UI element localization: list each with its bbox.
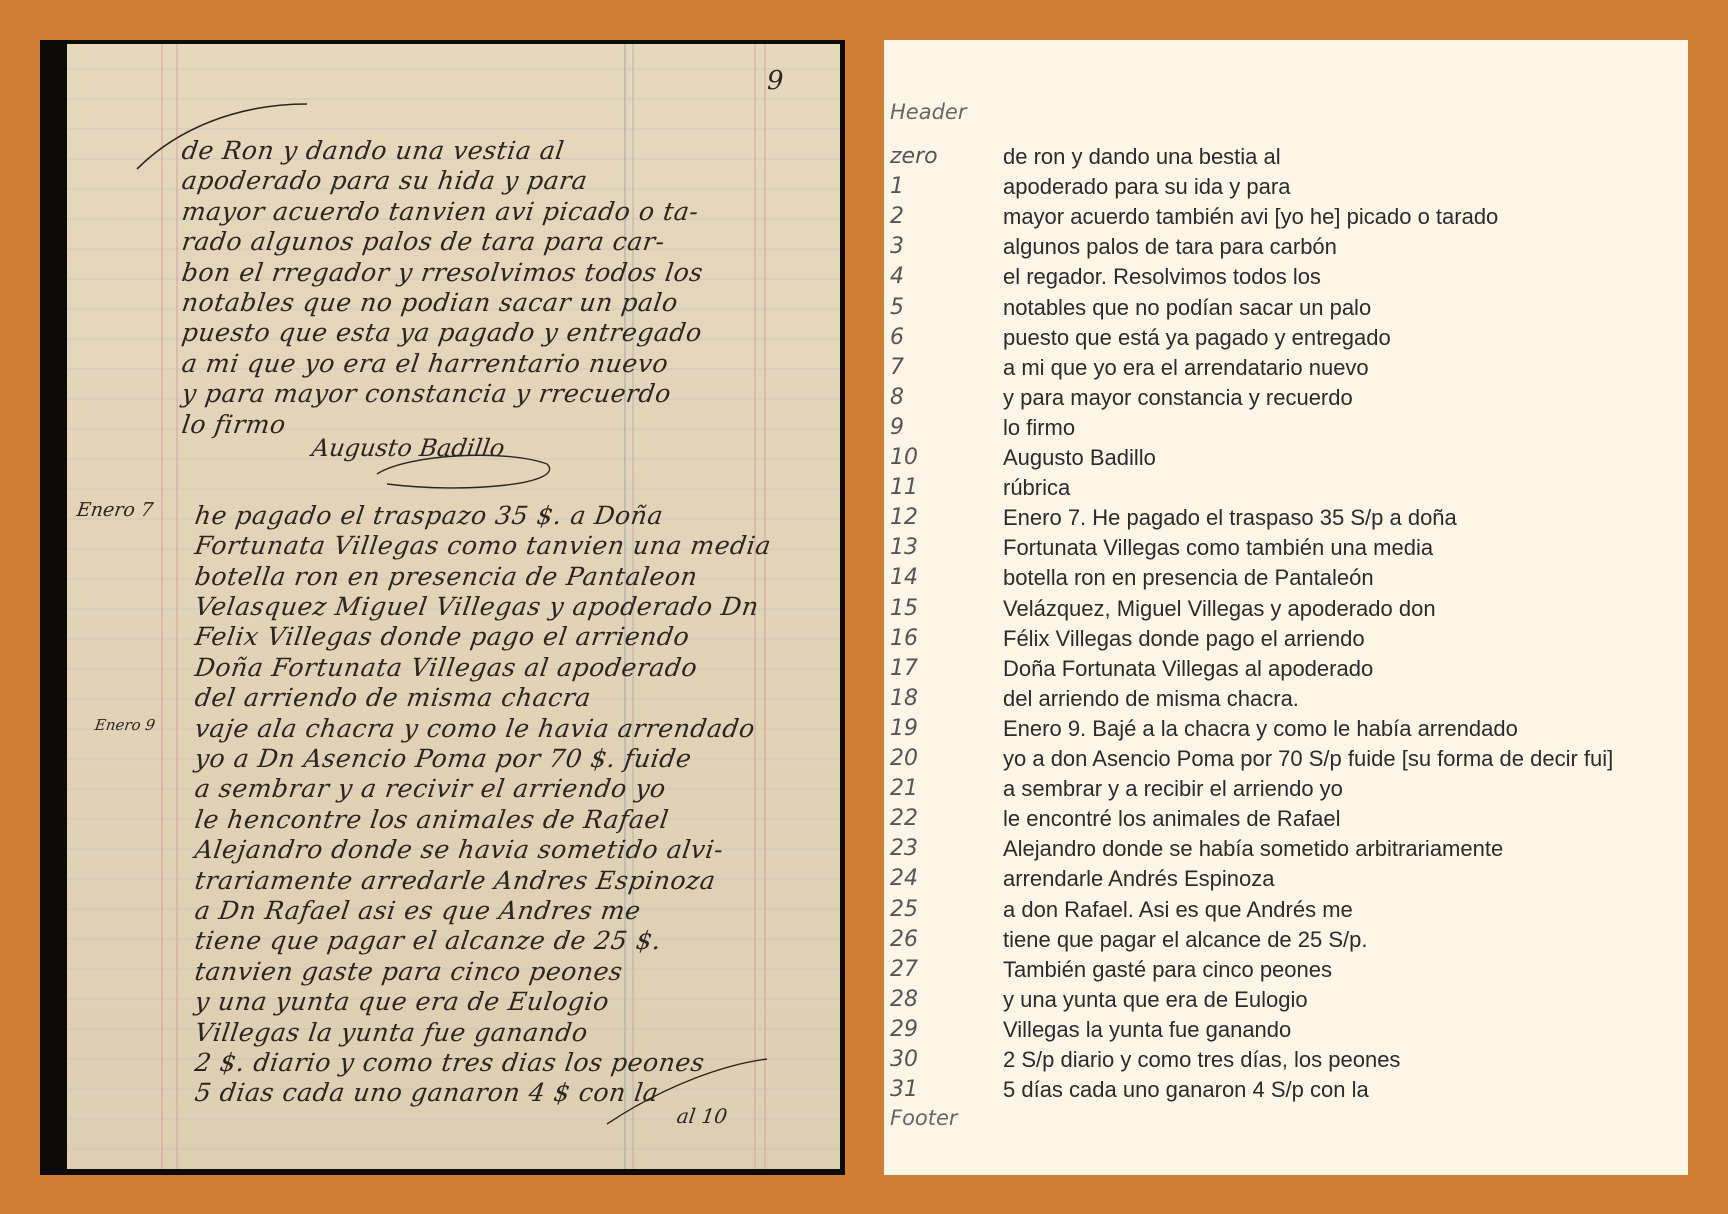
line-number: 5 bbox=[890, 294, 904, 320]
manuscript-page bbox=[67, 44, 840, 1169]
line-text: Alejandro donde se había sometido arbitrariamente bbox=[1003, 836, 1504, 862]
transcription-line bbox=[884, 445, 1688, 475]
manuscript-line: Doña Fortunata Villegas al apoderado bbox=[193, 652, 700, 682]
line-text: de ron y dando una bestia al bbox=[1003, 144, 1281, 169]
line-number: 26 bbox=[890, 926, 918, 952]
transcription-line bbox=[884, 264, 1688, 294]
transcription-line bbox=[884, 806, 1688, 836]
line-text: Augusto Badillo bbox=[1003, 445, 1156, 470]
transcription-line bbox=[884, 505, 1688, 535]
manuscript-line: trariamente arredarle Andres Espinoza bbox=[193, 865, 718, 895]
manuscript-line: tiene que pagar el alcanze de 25 $. bbox=[193, 926, 664, 956]
transcription-line bbox=[884, 957, 1688, 987]
transcription-line bbox=[884, 475, 1688, 505]
transcription-line bbox=[884, 1047, 1688, 1077]
manuscript-bottom-note: al 10 bbox=[675, 1104, 729, 1128]
transcription-line bbox=[884, 565, 1688, 595]
manuscript-page-number: 9 bbox=[767, 66, 784, 96]
manuscript-line: del arriendo de misma chacra bbox=[193, 683, 594, 713]
line-number: 18 bbox=[890, 685, 918, 711]
line-text: apoderado para su ida y para bbox=[1003, 174, 1291, 200]
line-text: el regador. Resolvimos todos los bbox=[1003, 264, 1321, 290]
line-text: del arriendo de misma chacra. bbox=[1003, 685, 1299, 711]
line-text: mayor acuerdo también avi [yo he] picado o tarado bbox=[1003, 204, 1499, 230]
manuscript-line: 2 $. diario y como tres dias los peones bbox=[193, 1048, 707, 1077]
line-number: 13 bbox=[890, 535, 918, 561]
line-text: Fortunata Villegas como también una media bbox=[1003, 535, 1434, 561]
line-text: lo firmo bbox=[1003, 414, 1076, 440]
transcription-line bbox=[884, 716, 1688, 746]
line-number: 4 bbox=[890, 264, 904, 290]
line-number: 25 bbox=[890, 896, 918, 922]
line-number: 20 bbox=[890, 746, 918, 771]
line-text: notables que no podían sacar un palo bbox=[1003, 294, 1372, 320]
line-text: Enero 7. He pagado el traspaso 35 S/p a doña bbox=[1003, 505, 1457, 531]
margin-note-enero-7: Enero 7 bbox=[75, 499, 155, 521]
line-number: 12 bbox=[890, 505, 918, 531]
manuscript-line: a sembrar y a recivir el arriendo yo bbox=[193, 774, 668, 804]
margin-note-enero-9: Enero 9 bbox=[93, 716, 157, 734]
manuscript-line: 5 dias cada uno ganaron 4 $ con la bbox=[193, 1078, 661, 1108]
transcription-line bbox=[884, 596, 1688, 626]
transcription-line bbox=[884, 686, 1688, 716]
line-number: 10 bbox=[890, 445, 918, 470]
transcription-line bbox=[884, 987, 1688, 1017]
transcription-line bbox=[884, 1077, 1688, 1107]
line-number: zero bbox=[890, 144, 938, 169]
transcription-line bbox=[884, 144, 1688, 174]
transcription-line bbox=[884, 836, 1688, 866]
line-text: Félix Villegas donde pago el arriendo bbox=[1003, 625, 1365, 651]
transcription-line bbox=[884, 776, 1688, 806]
transcription-line bbox=[884, 866, 1688, 896]
manuscript-line: Fortunata Villegas como tanvien una media bbox=[193, 531, 774, 561]
manuscript-line: puesto que esta ya pagado y entregado bbox=[180, 318, 704, 348]
line-text: También gasté para cinco peones bbox=[1003, 956, 1332, 982]
manuscript-line: bon el rregador y rresolvimos todos los bbox=[180, 257, 706, 287]
line-number: 16 bbox=[890, 625, 918, 651]
line-text: a don Rafael. Asi es que Andrés me bbox=[1003, 896, 1353, 922]
line-text: y para mayor constancia y recuerdo bbox=[1003, 384, 1353, 410]
manuscript-line: a Dn Rafael asi es que Andres me bbox=[193, 896, 643, 925]
transcription-line bbox=[884, 897, 1688, 927]
manuscript-line: le hencontre los animales de Rafael bbox=[193, 804, 671, 834]
manuscript-line: tanvien gaste para cinco peones bbox=[193, 956, 625, 986]
line-number: 31 bbox=[890, 1077, 918, 1103]
line-text: a sembrar y a recibir el arriendo yo bbox=[1003, 776, 1343, 802]
manuscript-line: apoderado para su hida y para bbox=[180, 166, 590, 196]
line-number: 17 bbox=[890, 655, 918, 681]
line-number: 2 bbox=[890, 204, 904, 230]
transcription-line bbox=[884, 325, 1688, 355]
transcription-line bbox=[884, 746, 1688, 776]
transcription-line bbox=[884, 415, 1688, 445]
transcription-line bbox=[884, 174, 1688, 204]
line-text: y una yunta que era de Eulogio bbox=[1003, 986, 1308, 1012]
line-text: 5 días cada uno ganaron 4 S/p con la bbox=[1003, 1077, 1369, 1103]
line-text: puesto que está ya pagado y entregado bbox=[1003, 324, 1391, 350]
line-number: 27 bbox=[890, 956, 918, 982]
transcription-line bbox=[884, 1017, 1688, 1047]
transcription-line bbox=[884, 385, 1688, 415]
line-text: tiene que pagar el alcance de 25 S/p. bbox=[1003, 926, 1368, 952]
line-number: 3 bbox=[890, 234, 904, 260]
line-text: a mi que yo era el arrendatario nuevo bbox=[1003, 354, 1369, 380]
transcription-line bbox=[884, 626, 1688, 656]
line-text: Villegas la yunta fue ganando bbox=[1003, 1016, 1292, 1042]
line-text: rúbrica bbox=[1003, 475, 1071, 501]
line-number: 24 bbox=[890, 866, 918, 892]
manuscript-line: de Ron y dando una vestia al bbox=[180, 136, 567, 165]
line-number: 30 bbox=[890, 1047, 918, 1072]
line-number: 29 bbox=[890, 1016, 918, 1042]
line-number: 19 bbox=[890, 715, 918, 741]
transcription-panel bbox=[884, 40, 1688, 1175]
manuscript-line: notables que no podian sacar un palo bbox=[180, 288, 680, 317]
line-text: Velázquez, Miguel Villegas y apoderado don bbox=[1003, 595, 1436, 621]
line-number: 15 bbox=[890, 595, 918, 621]
line-text: le encontré los animales de Rafael bbox=[1003, 806, 1341, 832]
line-text: algunos palos de tara para carbón bbox=[1003, 234, 1337, 260]
manuscript-line: botella ron en presencia de Pantaleon bbox=[193, 561, 700, 591]
manuscript-line: Felix Villegas donde pago el arriendo bbox=[193, 622, 692, 652]
manuscript-line: mayor acuerdo tanvien avi picado o ta- bbox=[180, 196, 701, 226]
manuscript-line: vaje ala chacra y como le havia arrendado bbox=[193, 713, 757, 743]
manuscript-line: y una yunta que era de Eulogio bbox=[193, 987, 612, 1017]
line-number: 8 bbox=[890, 384, 904, 410]
transcription-line bbox=[884, 656, 1688, 686]
line-number: 1 bbox=[890, 174, 904, 200]
line-number: 9 bbox=[890, 414, 904, 440]
transcription-line bbox=[884, 535, 1688, 565]
line-number: 21 bbox=[890, 776, 918, 802]
manuscript-line: y para mayor constancia y rrecuerdo bbox=[180, 379, 674, 409]
transcription-line bbox=[884, 355, 1688, 385]
footer-label: Footer bbox=[890, 1106, 958, 1130]
line-text: 2 S/p diario y como tres días, los peones bbox=[1003, 1047, 1401, 1072]
manuscript-line: rado algunos palos de tara para car- bbox=[180, 227, 667, 257]
line-number: 6 bbox=[890, 324, 904, 350]
line-number: 7 bbox=[890, 354, 904, 380]
manuscript-signature: Augusto Badillo bbox=[310, 434, 507, 462]
manuscript-scan bbox=[40, 40, 845, 1175]
manuscript-line: yo a Dn Asencio Poma por 70 $. fuide bbox=[193, 744, 694, 773]
line-number: 11 bbox=[890, 475, 918, 501]
manuscript-line: Villegas la yunta fue ganando bbox=[193, 1017, 590, 1047]
header-label: Header bbox=[890, 100, 967, 124]
manuscript-line: lo firmo bbox=[180, 409, 288, 439]
manuscript-line: a mi que yo era el harrentario nuevo bbox=[180, 348, 671, 378]
line-text: Doña Fortunata Villegas al apoderado bbox=[1003, 655, 1374, 681]
transcription-line bbox=[884, 234, 1688, 264]
line-text: botella ron en presencia de Pantaleón bbox=[1003, 565, 1374, 591]
line-number: 23 bbox=[890, 836, 918, 862]
line-text: arrendarle Andrés Espinoza bbox=[1003, 866, 1275, 892]
line-number: 22 bbox=[890, 806, 918, 832]
transcription-line bbox=[884, 204, 1688, 234]
manuscript-line: he pagado el traspazo 35 $. a Doña bbox=[193, 500, 666, 530]
line-number: 14 bbox=[890, 565, 918, 591]
line-text: Enero 9. Bajé a la chacra y como le había arrendado bbox=[1003, 715, 1518, 741]
transcription-line bbox=[884, 927, 1688, 957]
line-text: yo a don Asencio Poma por 70 S/p fuide [su forma de decir fui] bbox=[1003, 746, 1614, 771]
manuscript-line: Velasquez Miguel Villegas y apoderado Dn bbox=[193, 592, 761, 621]
transcription-line bbox=[884, 295, 1688, 325]
line-number: 28 bbox=[890, 986, 918, 1012]
manuscript-line: Alejandro donde se havia sometido alvi- bbox=[193, 835, 726, 865]
